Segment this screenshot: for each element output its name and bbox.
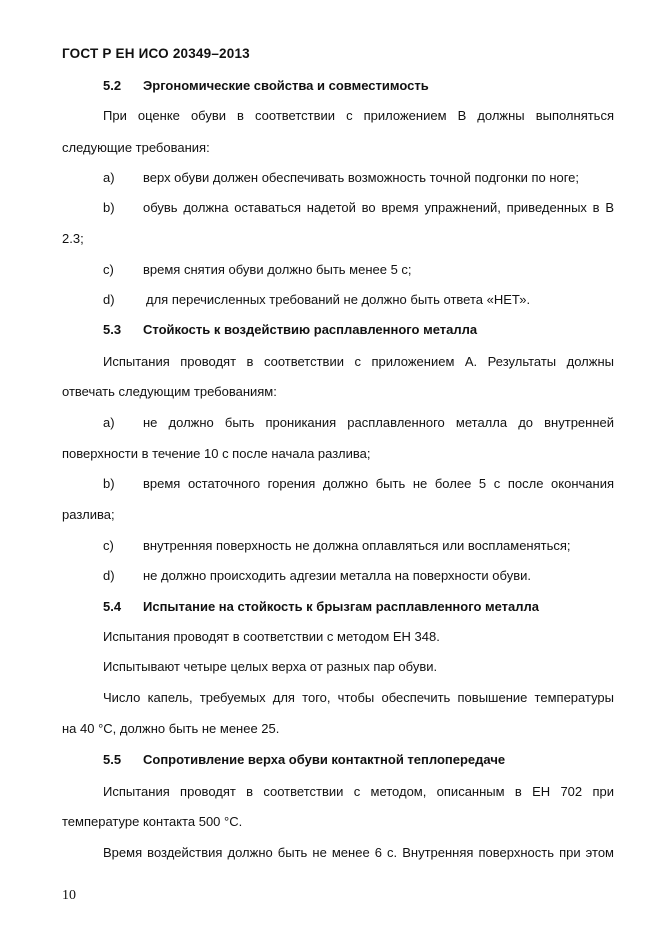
s55-paragraph2-line1: Время воздействия должно быть не менее 6 с. Внутренняя поверхность при этом xyxy=(103,845,614,860)
s52-item-c-text: время снятия обуви должно быть менее 5 с; xyxy=(143,262,412,277)
section-5-5-title: Сопротивление верха обуви контактной теплопередаче xyxy=(143,752,506,767)
s52-item-a-text: верх обуви должен обеспечивать возможность точной подгонки по ноге; xyxy=(143,170,580,185)
s55-paragraph1-line2: температуре контакта 500 °С. xyxy=(62,814,243,829)
section-5-3-title: Стойкость к воздействию расплавленного металла xyxy=(143,322,478,337)
s53-intro-line2: отвечать следующим требованиям: xyxy=(62,384,277,399)
section-5-2-title: Эргономические свойства и совместимость xyxy=(143,78,429,93)
s53-item-c-marker: c) xyxy=(103,538,114,553)
s52-item-b-text1: обувь должна оставаться надетой во время упражнений, приведенных в В xyxy=(143,200,614,215)
s52-item-b-marker: b) xyxy=(103,200,115,215)
s53-item-a-text1: не должно быть проникания расплавленного металла до внутренней xyxy=(143,415,614,430)
s53-item-c-text: внутренняя поверхность не должна оплавляться или воспламеняться; xyxy=(143,538,571,553)
s52-item-d-text: для перечисленных требований не должно быть ответа «НЕТ». xyxy=(146,292,531,307)
s53-item-b-marker: b) xyxy=(103,476,115,491)
s54-paragraph1: Испытания проводят в соответствии с методом ЕН 348. xyxy=(103,629,440,644)
s52-item-b-text2: 2.3; xyxy=(62,231,84,246)
s54-paragraph3-line1: Число капель, требуемых для того, чтобы обеспечить повышение температуры xyxy=(103,690,614,705)
section-5-3-number: 5.3 xyxy=(103,322,122,337)
s53-item-a-text2: поверхности в течение 10 с после начала разлива; xyxy=(62,446,371,461)
section-5-2-number: 5.2 xyxy=(103,78,122,93)
s52-item-a-marker: a) xyxy=(103,170,115,185)
s53-item-d-marker: d) xyxy=(103,568,115,583)
s54-paragraph2: Испытывают четыре целых верха от разных пар обуви. xyxy=(103,659,438,674)
s53-item-b-text2: разлива; xyxy=(62,507,115,522)
s52-intro-line2: следующие требования: xyxy=(62,140,210,155)
s55-paragraph1-line1: Испытания проводят в соответствии с методом, описанным в ЕН 702 при xyxy=(103,784,614,799)
section-5-4-number: 5.4 xyxy=(103,599,122,614)
s53-intro-line1: Испытания проводят в соответствии с приложением А. Результаты должны xyxy=(103,354,614,369)
s54-paragraph3-line2: на 40 °С, должно быть не менее 25. xyxy=(62,721,280,736)
s53-item-a-marker: a) xyxy=(103,415,115,430)
document-header: ГОСТ Р ЕН ИСО 20349–2013 xyxy=(62,46,250,61)
s53-item-d-text: не должно происходить адгезии металла на поверхности обуви. xyxy=(143,568,531,583)
s52-item-c-marker: c) xyxy=(103,262,114,277)
s53-item-b-text1: время остаточного горения должно быть не более 5 с после окончания xyxy=(143,476,614,491)
section-5-5-number: 5.5 xyxy=(103,752,122,767)
s52-intro-line1: При оценке обуви в соответствии с приложением В должны выполняться xyxy=(103,108,614,123)
s52-item-d-marker: d) xyxy=(103,292,115,307)
page-number: 10 xyxy=(62,888,76,903)
section-5-4-title: Испытание на стойкость к брызгам расплавленного металла xyxy=(143,599,540,614)
